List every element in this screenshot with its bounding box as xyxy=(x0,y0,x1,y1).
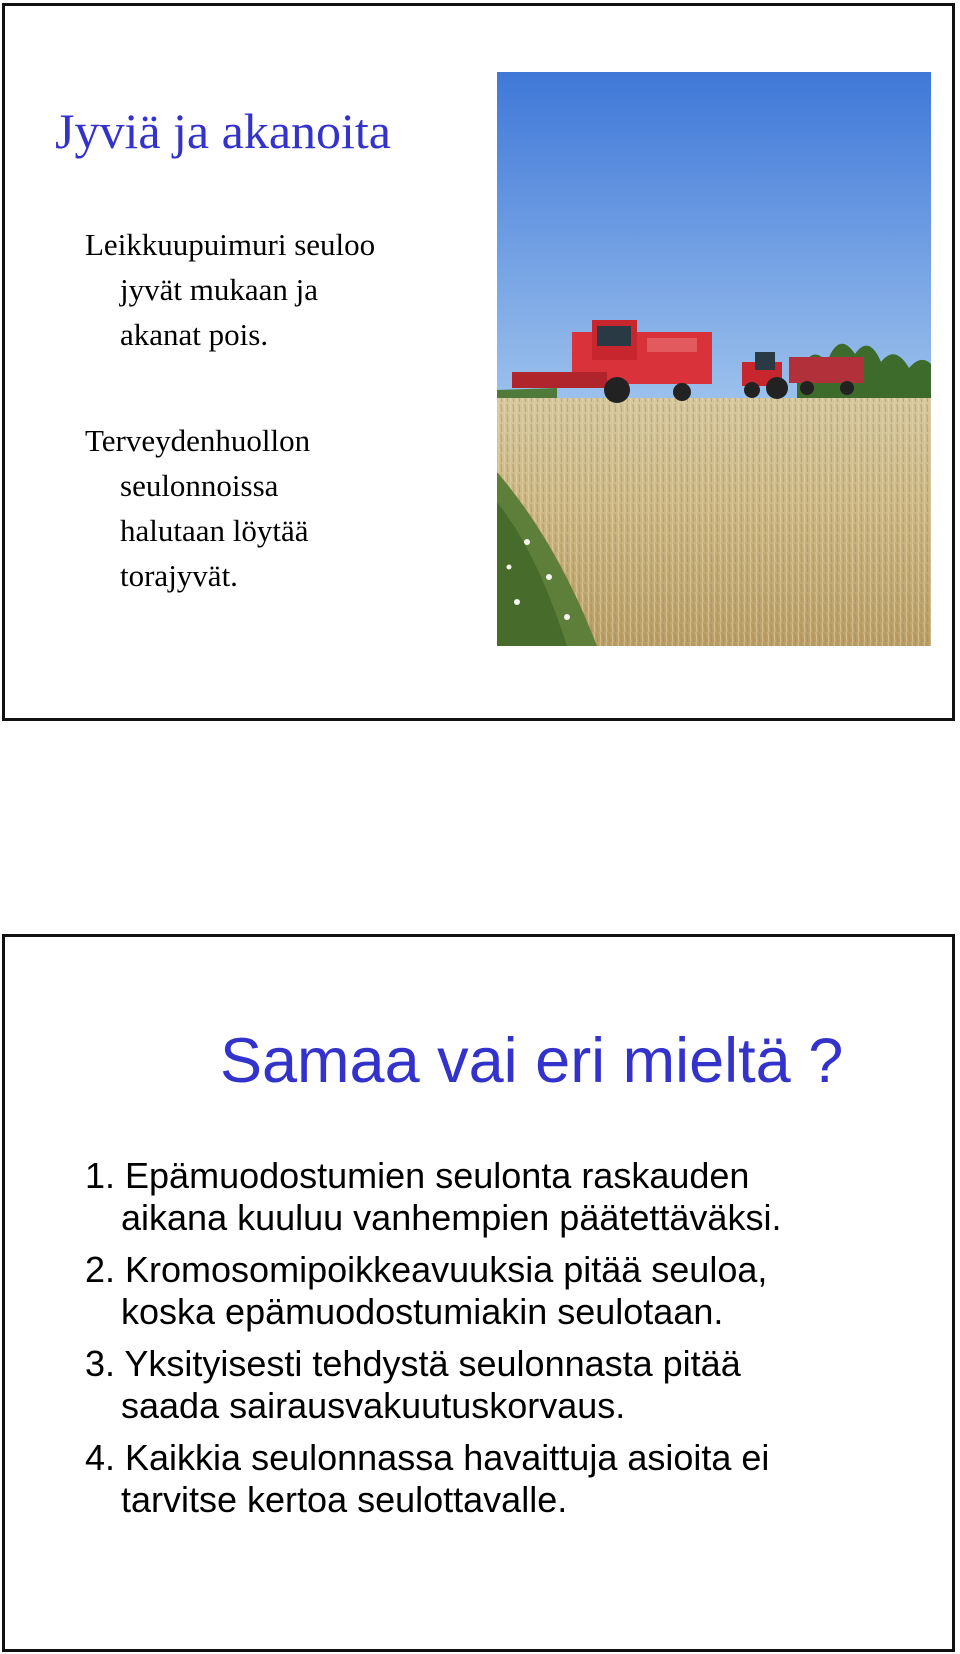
list-item xyxy=(85,1155,945,1239)
list-item xyxy=(85,1343,945,1427)
list-item xyxy=(85,1249,945,1333)
paragraph-line: halutaan löytää xyxy=(120,513,309,548)
slide-1-title: Jyviä ja akanoita xyxy=(55,103,391,159)
list-item-line: 3. Yksityisesti tehdystä seulonnasta pitää xyxy=(85,1343,741,1384)
list-item-line: 2. Kromosomipoikkeavuuksia pitää seuloa, xyxy=(85,1249,768,1290)
paragraph-harvester xyxy=(85,222,375,357)
combine-harvester-field-photo xyxy=(497,72,931,646)
slide-1 xyxy=(2,3,955,721)
slide-2-title: Samaa vai eri mieltä ? xyxy=(220,1026,844,1096)
slide-2 xyxy=(2,934,955,1652)
statement-list xyxy=(85,1155,945,1531)
paragraph-line: Leikkuupuimuri seuloo xyxy=(85,227,376,262)
paragraph-line: jyvät mukaan ja xyxy=(120,272,318,307)
paragraph-line: akanat pois. xyxy=(120,317,269,352)
paragraph-screening xyxy=(85,418,310,598)
paragraph-line: torajyvät. xyxy=(120,558,238,593)
list-item-line: tarvitse kertoa seulottavalle. xyxy=(121,1479,568,1520)
paragraph-line: seulonnoissa xyxy=(120,468,279,503)
list-item xyxy=(85,1437,945,1521)
list-item-line: 1. Epämuodostumien seulonta raskauden xyxy=(85,1155,750,1196)
list-item-line: 4. Kaikkia seulonnassa havaittuja asioita ei xyxy=(85,1437,770,1478)
paragraph-line: Terveydenhuollon xyxy=(85,423,311,458)
list-item-line: aikana kuuluu vanhempien päätettäväksi. xyxy=(121,1197,782,1238)
list-item-line: saada sairausvakuutuskorvaus. xyxy=(121,1385,626,1426)
photo-illustration xyxy=(497,72,931,646)
list-item-line: koska epämuodostumiakin seulotaan. xyxy=(121,1291,724,1332)
